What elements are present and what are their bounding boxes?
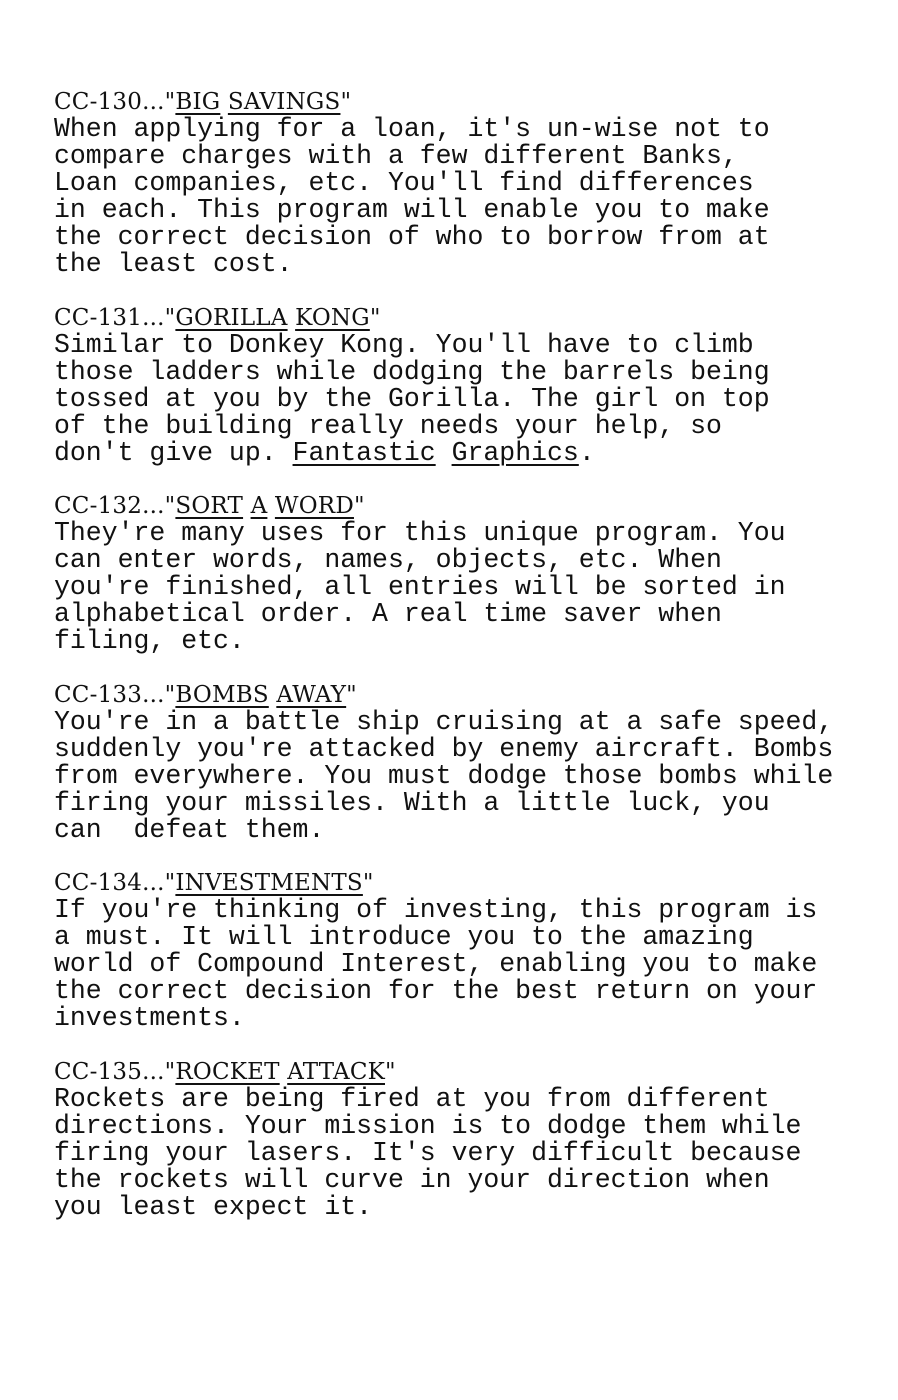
entry-text-line: Loan companies, etc. You'll find differences [54,168,754,198]
entry-title-word: AWAY [276,681,347,708]
entry-text-line: you least expect it. [54,1191,373,1222]
entry-text-line: If you're thinking of investing, this program is [54,895,818,925]
entry-text-line: alphabetical order. A real time saver when [54,599,722,629]
entry-title-word: A [250,493,268,519]
entry-heading: CC-135..."ROCKET ATTACK" [54,1058,396,1085]
entry-code: CC-135... [54,1058,165,1085]
catalog-entry-cc-132 [54,492,874,655]
entry-text-line: from everywhere. You must dodge those bombs while [54,760,834,791]
entry-code: CC-131... [54,304,165,331]
entry-heading: CC-131..."GORILLA KONG" [54,304,381,331]
entry-text-line: can enter words, names, objects, etc. When [54,545,722,575]
catalog-entry-cc-135 [54,1058,874,1221]
entry-text-line: the correct decision of who to borrow from at [54,222,770,252]
catalog-entry-cc-131 [54,304,874,467]
entry-text-line: a must. It will introduce you to the amazing [54,922,754,952]
entry-title-word: GORILLA [175,304,288,331]
underlined-phrase: Fantastic [292,437,436,468]
text-segment: . [578,437,595,468]
entry-code: CC-132... [54,493,165,519]
entry-title-word: SAVINGS [227,89,341,115]
entry-text-line: When applying for a loan, it's un-wise not to [54,114,770,144]
entry-heading: CC-132..."SORT A WORD" [54,493,365,519]
entry-text-line-last [54,437,874,468]
entry-text-line: you're finished, all entries will be sorted in [54,572,786,602]
entry-title-word: BOMBS [175,681,269,708]
entry-text-line: in each. This program will enable you to make [54,195,770,225]
entry-text-line: investments. [54,1003,245,1033]
entry-heading: CC-134..."INVESTMENTS" [54,870,374,896]
entry-text-line: You're in a battle ship cruising at a safe speed, [54,706,834,737]
entry-code: CC-130... [54,89,165,115]
entry-text-line: the least cost. [54,249,293,279]
entry-title-word: ROCKET [175,1058,280,1085]
entry-text-line: firing your missiles. With a little luck, you [54,787,770,818]
entry-text-line: filing, etc. [54,626,245,656]
entry-heading: CC-130..."BIG SAVINGS" [54,89,352,115]
entry-code: CC-133... [54,681,165,708]
entry-text-line: compare charges with a few different Banks, [54,141,738,171]
catalog-entry-cc-133 [54,681,874,844]
text-segment [436,438,452,468]
entry-text-line: the correct decision for the best return on your [54,976,818,1006]
underlined-phrase: Graphics [451,437,579,468]
catalog-page [54,88,874,1246]
entry-title-word: SORT [175,493,244,519]
entry-code: CC-134... [54,870,165,896]
entry-text-line: of the building really needs your help, so [54,410,722,441]
entry-text-line: tossed at you by the Gorilla. The girl on top [54,383,770,414]
entry-title-word: INVESTMENTS [175,870,363,896]
entry-title-word: ATTACK [287,1058,385,1085]
entry-text-line: Rockets are being fired at you from different [54,1083,770,1114]
entry-text-line: directions. Your mission is to dodge them while [54,1110,802,1141]
entry-heading: CC-133..."BOMBS AWAY" [54,681,357,708]
entry-text-line: world of Compound Interest, enabling you to make [54,949,818,979]
entry-text-line: the rockets will curve in your direction when [54,1164,770,1195]
catalog-entry-cc-134 [54,869,874,1032]
entry-text-line: Similar to Donkey Kong. You'll have to climb [54,329,754,360]
entry-title-word: WORD [274,493,354,519]
entry-text-line: They're many uses for this unique program. You [54,518,786,548]
catalog-entry-cc-130 [54,88,874,278]
entry-text-line: can defeat them. [54,814,325,845]
entry-text-line: firing your lasers. It's very difficult because [54,1137,802,1168]
entry-text-line: those ladders while dodging the barrels being [54,356,770,387]
entry-title-word: KONG [295,304,370,331]
entry-text-line: suddenly you're attacked by enemy aircraft. Bombs [54,733,834,764]
entry-title-word: BIG [175,89,221,115]
text-segment: don't give up. [54,437,293,468]
